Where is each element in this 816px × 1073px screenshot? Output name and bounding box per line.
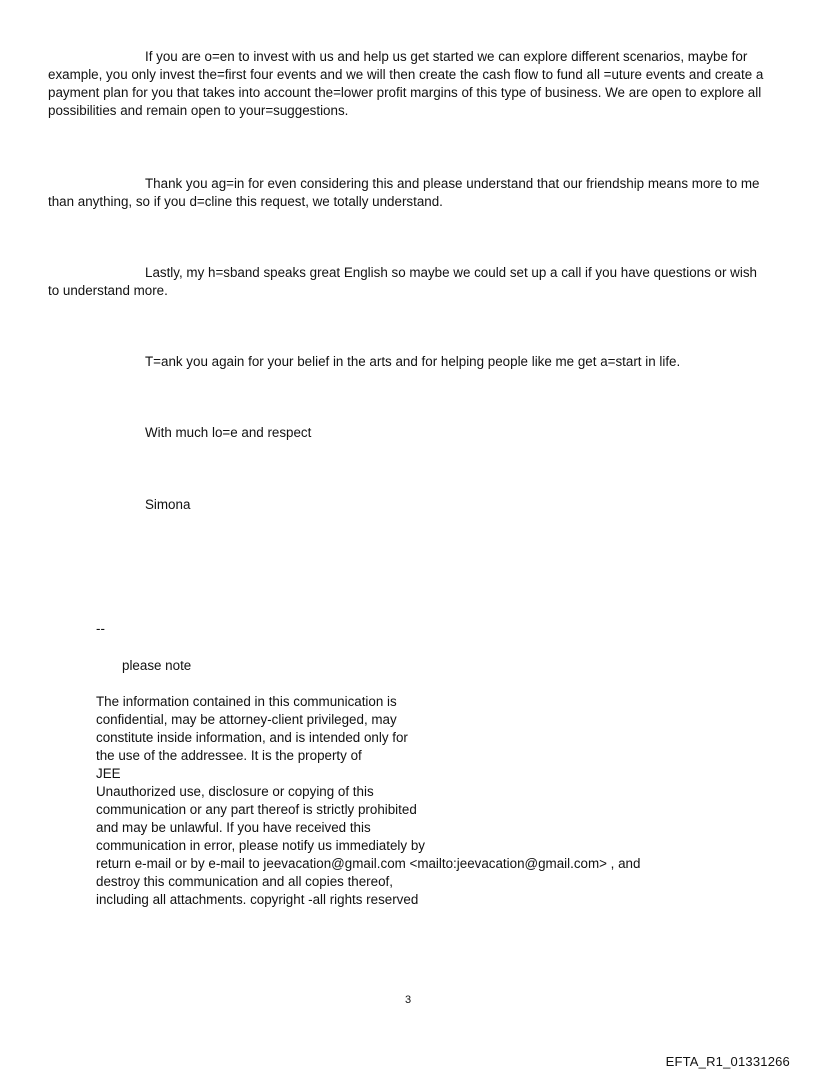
page-number: 3 bbox=[404, 994, 412, 1006]
disclaimer-line: including all attachments. copyright -all rights reserved bbox=[96, 892, 419, 907]
body-paragraph-husband: Lastly, my h=sband speaks great English so maybe we could set up a call if you have questions or wish to understand more. bbox=[48, 265, 757, 298]
signature-name: Simona bbox=[145, 497, 191, 512]
document-id-stamp: EFTA_R1_01331266 bbox=[665, 1054, 790, 1069]
disclaimer-line-email: return e-mail or by e-mail to jeevacation@gmail.com <mailto:jeevacation@gmail.com> , and bbox=[96, 856, 641, 871]
body-paragraph-thanks: Thank you ag=in for even considering this and please understand that our friendship means more to me than anything, so if you d=cline this request, we totally understand. bbox=[48, 176, 760, 209]
closing-line: With much lo=e and respect bbox=[145, 425, 312, 440]
confidentiality-disclaimer bbox=[96, 693, 640, 909]
disclaimer-line: Unauthorized use, disclosure or copying of this bbox=[96, 784, 374, 799]
body-paragraph-belief: T=ank you again for your belief in the arts and for helping people like me get a=start in life. bbox=[145, 354, 681, 369]
disclaimer-line: constitute inside information, and is intended only for bbox=[96, 730, 408, 745]
disclaimer-line: The information contained in this communication is bbox=[96, 694, 397, 709]
disclaimer-line: destroy this communication and all copies thereof, bbox=[96, 874, 393, 889]
signature-separator: -- bbox=[96, 621, 105, 636]
please-note-label: please note bbox=[122, 658, 192, 673]
disclaimer-line: confidential, may be attorney-client privileged, may bbox=[96, 712, 397, 727]
disclaimer-line: the use of the addressee. It is the property of bbox=[96, 748, 362, 763]
disclaimer-line: and may be unlawful. If you have received this bbox=[96, 820, 371, 835]
disclaimer-line: communication in error, please notify us immediately by bbox=[96, 838, 425, 853]
disclaimer-line: JEE bbox=[96, 766, 121, 781]
disclaimer-line: communication or any part thereof is strictly prohibited bbox=[96, 802, 417, 817]
body-paragraph-invest: If you are o=en to invest with us and help us get started we can explore different scenarios, maybe for example, you only invest the=first four events and we will then create the cash flow to fund all =uture events and create a payment plan for you that takes into account the=lower profit margins of this type of business. We are open to explore all possibilities and remain open to your=suggestions. bbox=[48, 49, 764, 118]
